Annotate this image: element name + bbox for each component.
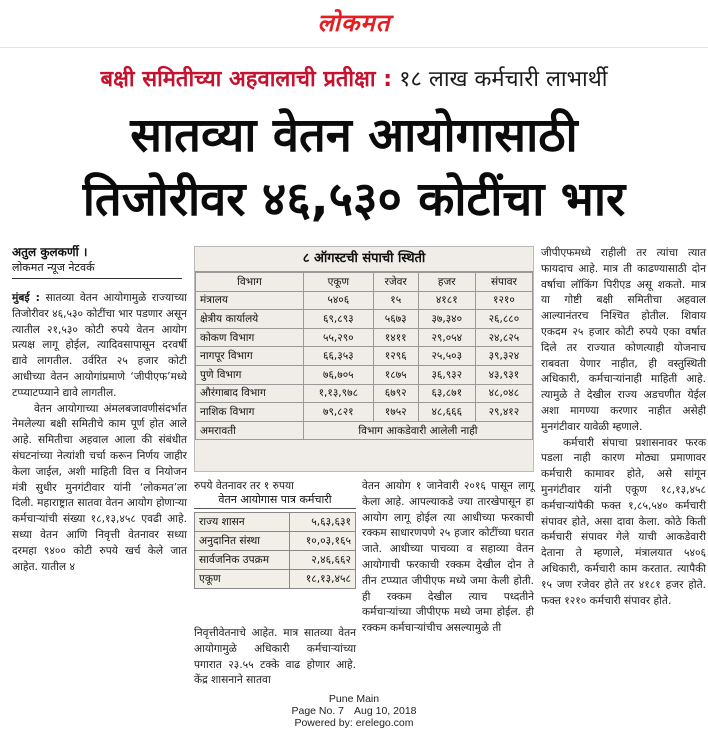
table-cell: ३६,९३२ (418, 365, 475, 384)
beneficiaries-table (194, 512, 356, 589)
byline-name: अतुल कुलकर्णी । (12, 245, 88, 259)
table-cell: पुणे विभाग (196, 365, 304, 384)
table-cell: ५५,२९० (303, 328, 373, 347)
masthead (0, 0, 708, 48)
table-cell: ५४०६ (303, 291, 373, 310)
table-cell: २९,०५४ (418, 328, 475, 347)
article-paragraph: जीपीएफमध्ये राहीली तर त्यांचा त्यात फायदाच आहे. मात्र ती काढण्यासाठी दोन वर्षाचा लॉकिंग पिरीएड असू शकतो. मात्र या गोष्टी बक्षी समितीचा अहवाल आल्यानंतरच निश्चित होतील. शिवाय एकदम २५ हजार कोटी रुपये एका वर्षात दिले तर राज्यात कोणत्याही योजनाच राबवता येणार नाहीत, ही वस्तुस्थिती अधिकारी, कर्मचाऱ्यांनाही माहिती आहे. त्यामुळे ते देखील राज्य अडचणीत येईल अशा मागण्या करणार नाहीत असेही मुनगंटीवार यावेळी म्हणाले. (541, 247, 706, 433)
table-cell: ६९,८९३ (303, 310, 373, 329)
headline-line-1: सातव्या वेतन आयोगासाठी (130, 108, 578, 163)
table-cell-note: विभाग आकडेवारी आलेली नाही (303, 421, 532, 440)
table-cell: २५,५०३ (418, 347, 475, 366)
footer-page-number: Page No. 7 (291, 705, 345, 717)
table-cell: २६,८८० (475, 310, 532, 329)
header-cell: संपावर (475, 273, 532, 292)
table-cell: ५६७३ (373, 310, 418, 329)
strike-table-title: ८ ऑगस्टची संपाची स्थिती (195, 247, 533, 272)
kicker-dark: १८ लाख कर्मचारी लाभार्थी (399, 67, 608, 92)
header-cell: विभाग (196, 273, 304, 292)
strike-status-table (195, 272, 533, 440)
table-cell: ४३,९३१ (475, 365, 532, 384)
table-cell: १४११ (373, 328, 418, 347)
table-cell: १७५२ (373, 403, 418, 422)
table-cell: १२१० (475, 291, 532, 310)
table-cell: एकूण (195, 570, 290, 589)
table-cell: १०,०३,१६५ (290, 532, 356, 551)
table-cell: ६३,८७१ (418, 384, 475, 403)
table-cell: २९,४१२ (475, 403, 532, 422)
footer-edition: Pune Main (328, 693, 380, 705)
table-row (195, 551, 356, 570)
table-row (196, 347, 533, 366)
byline-divider (12, 278, 182, 279)
header-cell: रजेवर (373, 273, 418, 292)
article-paragraph (12, 291, 187, 402)
table-cell: अनुदानित संस्था (195, 532, 290, 551)
article-column-left (12, 291, 187, 575)
table-cell: कोकण विभाग (196, 328, 304, 347)
kicker-line (0, 66, 708, 94)
table-cell: १२९६ (373, 347, 418, 366)
paragraph-text: सातव्या वेतन आयोगामुळे राज्याच्या तिजोरीवर ४६,५३० कोटींचा भार पडणार असून त्यातील २१,५३० कोटी रुपये वेतन आयोग प्रत्यक्ष लागू होईल, त्यादिवसापासून दरवर्षी द्यावे लागतील. उर्वरित २५ हजार कोटी आधीच्या वेतन आयोगांप्रमाणे ‘जीपीएफ’मध्ये टप्प्याटप्प्याने द्यावे लागतील. (12, 292, 188, 399)
byline-agency: लोकमत न्यूज नेटवर्क (12, 261, 95, 274)
table-cell: सार्वजनिक उपक्रम (195, 551, 290, 570)
beneficiaries-box (194, 492, 356, 589)
dateline: मुंबई : (12, 292, 40, 304)
footer-date: Aug 10, 2018 (354, 705, 417, 717)
table-cell: ६७९२ (373, 384, 418, 403)
article-paragraph: रुपये वेतनावर तर १ रुपया (194, 480, 294, 492)
table-row (196, 291, 533, 310)
article-paragraph: निवृत्तीवेतनाचे आहेत. मात्र सातव्या वेतन आयोगामुळे अधिकारी कर्मचाऱ्यांच्या पगारात २३.५५ टक्के वाढ होणार आहे. केंद्र शासनाने सातवा (194, 627, 356, 687)
headline-line-2: तिजोरीवर ४६,५३० कोटींचा भार (82, 172, 626, 227)
table-cell: औरंगाबाद विभाग (196, 384, 304, 403)
table-row (195, 570, 356, 589)
table-cell: २४,८२५ (475, 328, 532, 347)
kicker-red: बक्षी समितीच्या अहवालाची प्रतीक्षा : (100, 67, 393, 92)
article-paragraph: वेतन आयोगाच्या अंमलबजावणीसंदर्भात नेमलेल्या बक्षी समितीचे काम पूर्ण होत आले आहे. समितीचा अहवाल आला की संबंधीत संघटनांच्या नेत्यांशी चर्चा करून निर्णय जाहीर केला जाईल, अशी माहिती वित्त व नियोजन मंत्री सुधीर मुनगंटीवार यांनी ‘लोकमत’ला दिली. महाराष्ट्रात सातवा वेतन आयोग होणाऱ्या कर्मचाऱ्यांची संख्या १८,१३,४५८ एवढी आहे. सध्या वेतन आणि निवृत्ती वेतनावर सध्या दरमहा ९४०० कोटी रुपये खर्च केले जात आहेत. यातील ४ (12, 402, 187, 573)
article-column-middle-a-bottom (194, 626, 356, 689)
table-cell: राज्य शासन (195, 513, 290, 532)
table-header-row (196, 273, 533, 292)
table-cell: १५ (373, 291, 418, 310)
table-cell: नागपूर विभाग (196, 347, 304, 366)
table-cell: नाशिक विभाग (196, 403, 304, 422)
table-row (196, 421, 533, 440)
byline (12, 244, 187, 279)
table-row (196, 310, 533, 329)
table-row (195, 532, 356, 551)
table-row (196, 365, 533, 384)
table-cell: १८७५ (373, 365, 418, 384)
table-row (196, 384, 533, 403)
table-cell: अमरावती (196, 421, 304, 440)
table-cell: ३७,३४० (418, 310, 475, 329)
article-paragraph: वेतन आयोग १ जानेवारी २०१६ पासून लागू केला आहे. आपल्याकडे ज्या तारखेपासून हा आयोग लागू होईल त्या आधीच्या फरकाची रक्कम साधारणपणे २५ हजार कोटींच्या घरात जाते. आधीच्या पाचव्या व सहाव्या वेतन आयोगाची फरकाची रक्कम देखील दोन ते तीन टप्प्यात जीपीएफ मध्ये जमा केली होती. ही रक्कम देखील त्याच पध्दतीने कर्मचाऱ्यांच्या जीपीएफ मध्ये जमा होईल. ही रक्कम कर्मचाऱ्यांचीच असल्यामुळे ती (362, 480, 534, 635)
article-paragraph: कर्मचारी संपाचा प्रशासनावर फरक पडला नाही कारण मोठ्या प्रमाणावर कर्मचारी कामावर होते, असे सांगून मुनगंटीवार यांनी एकूण १८,१३,४५८ कर्मचाऱ्यांपैकी फक्त १,८५,५४० कर्मचारी संपावर होते, असा दावा केला. कोठे किती कर्मचारी संपावर गेले याची आकडेवारी देताना ते म्हणाले, मंत्रालयात ५४०६ अधिकारी, कर्मचारी काम करतात. त्यापैकी १५ जण रजेवर होते तर ४१८१ हजर होते. फक्त १२१० कर्मचारी संपावर होते. (541, 436, 706, 607)
footer-powered-by: Powered by: erelego.com (294, 717, 414, 729)
beneficiaries-title: वेतन आयोगास पात्र कर्मचारी (194, 492, 356, 509)
table-cell: ७९,८२१ (303, 403, 373, 422)
page-footer (0, 693, 708, 729)
table-row (196, 328, 533, 347)
table-cell: ४८,६६६ (418, 403, 475, 422)
table-cell: १,१३,९७८ (303, 384, 373, 403)
header-cell: एकूण (303, 273, 373, 292)
table-cell: ३९,३२४ (475, 347, 532, 366)
table-cell: क्षेत्रीय कार्यालये (196, 310, 304, 329)
article-column-right (541, 246, 706, 609)
newspaper-logo: लोकमत (317, 8, 391, 37)
footer-page-info (0, 705, 708, 717)
table-cell: ६६,३५३ (303, 347, 373, 366)
table-cell: ७६,७०५ (303, 365, 373, 384)
article-column-middle-b (362, 479, 534, 637)
table-cell: ५,६३,६३१ (290, 513, 356, 532)
table-cell: ४८,०४८ (475, 384, 532, 403)
table-cell: २,४६,६६२ (290, 551, 356, 570)
table-cell: मंत्रालय (196, 291, 304, 310)
header-cell: हजर (418, 273, 475, 292)
table-row (195, 513, 356, 532)
table-cell: १८,१३,४५८ (290, 570, 356, 589)
strike-status-box (194, 246, 534, 472)
table-cell: ४१८१ (418, 291, 475, 310)
table-row (196, 403, 533, 422)
